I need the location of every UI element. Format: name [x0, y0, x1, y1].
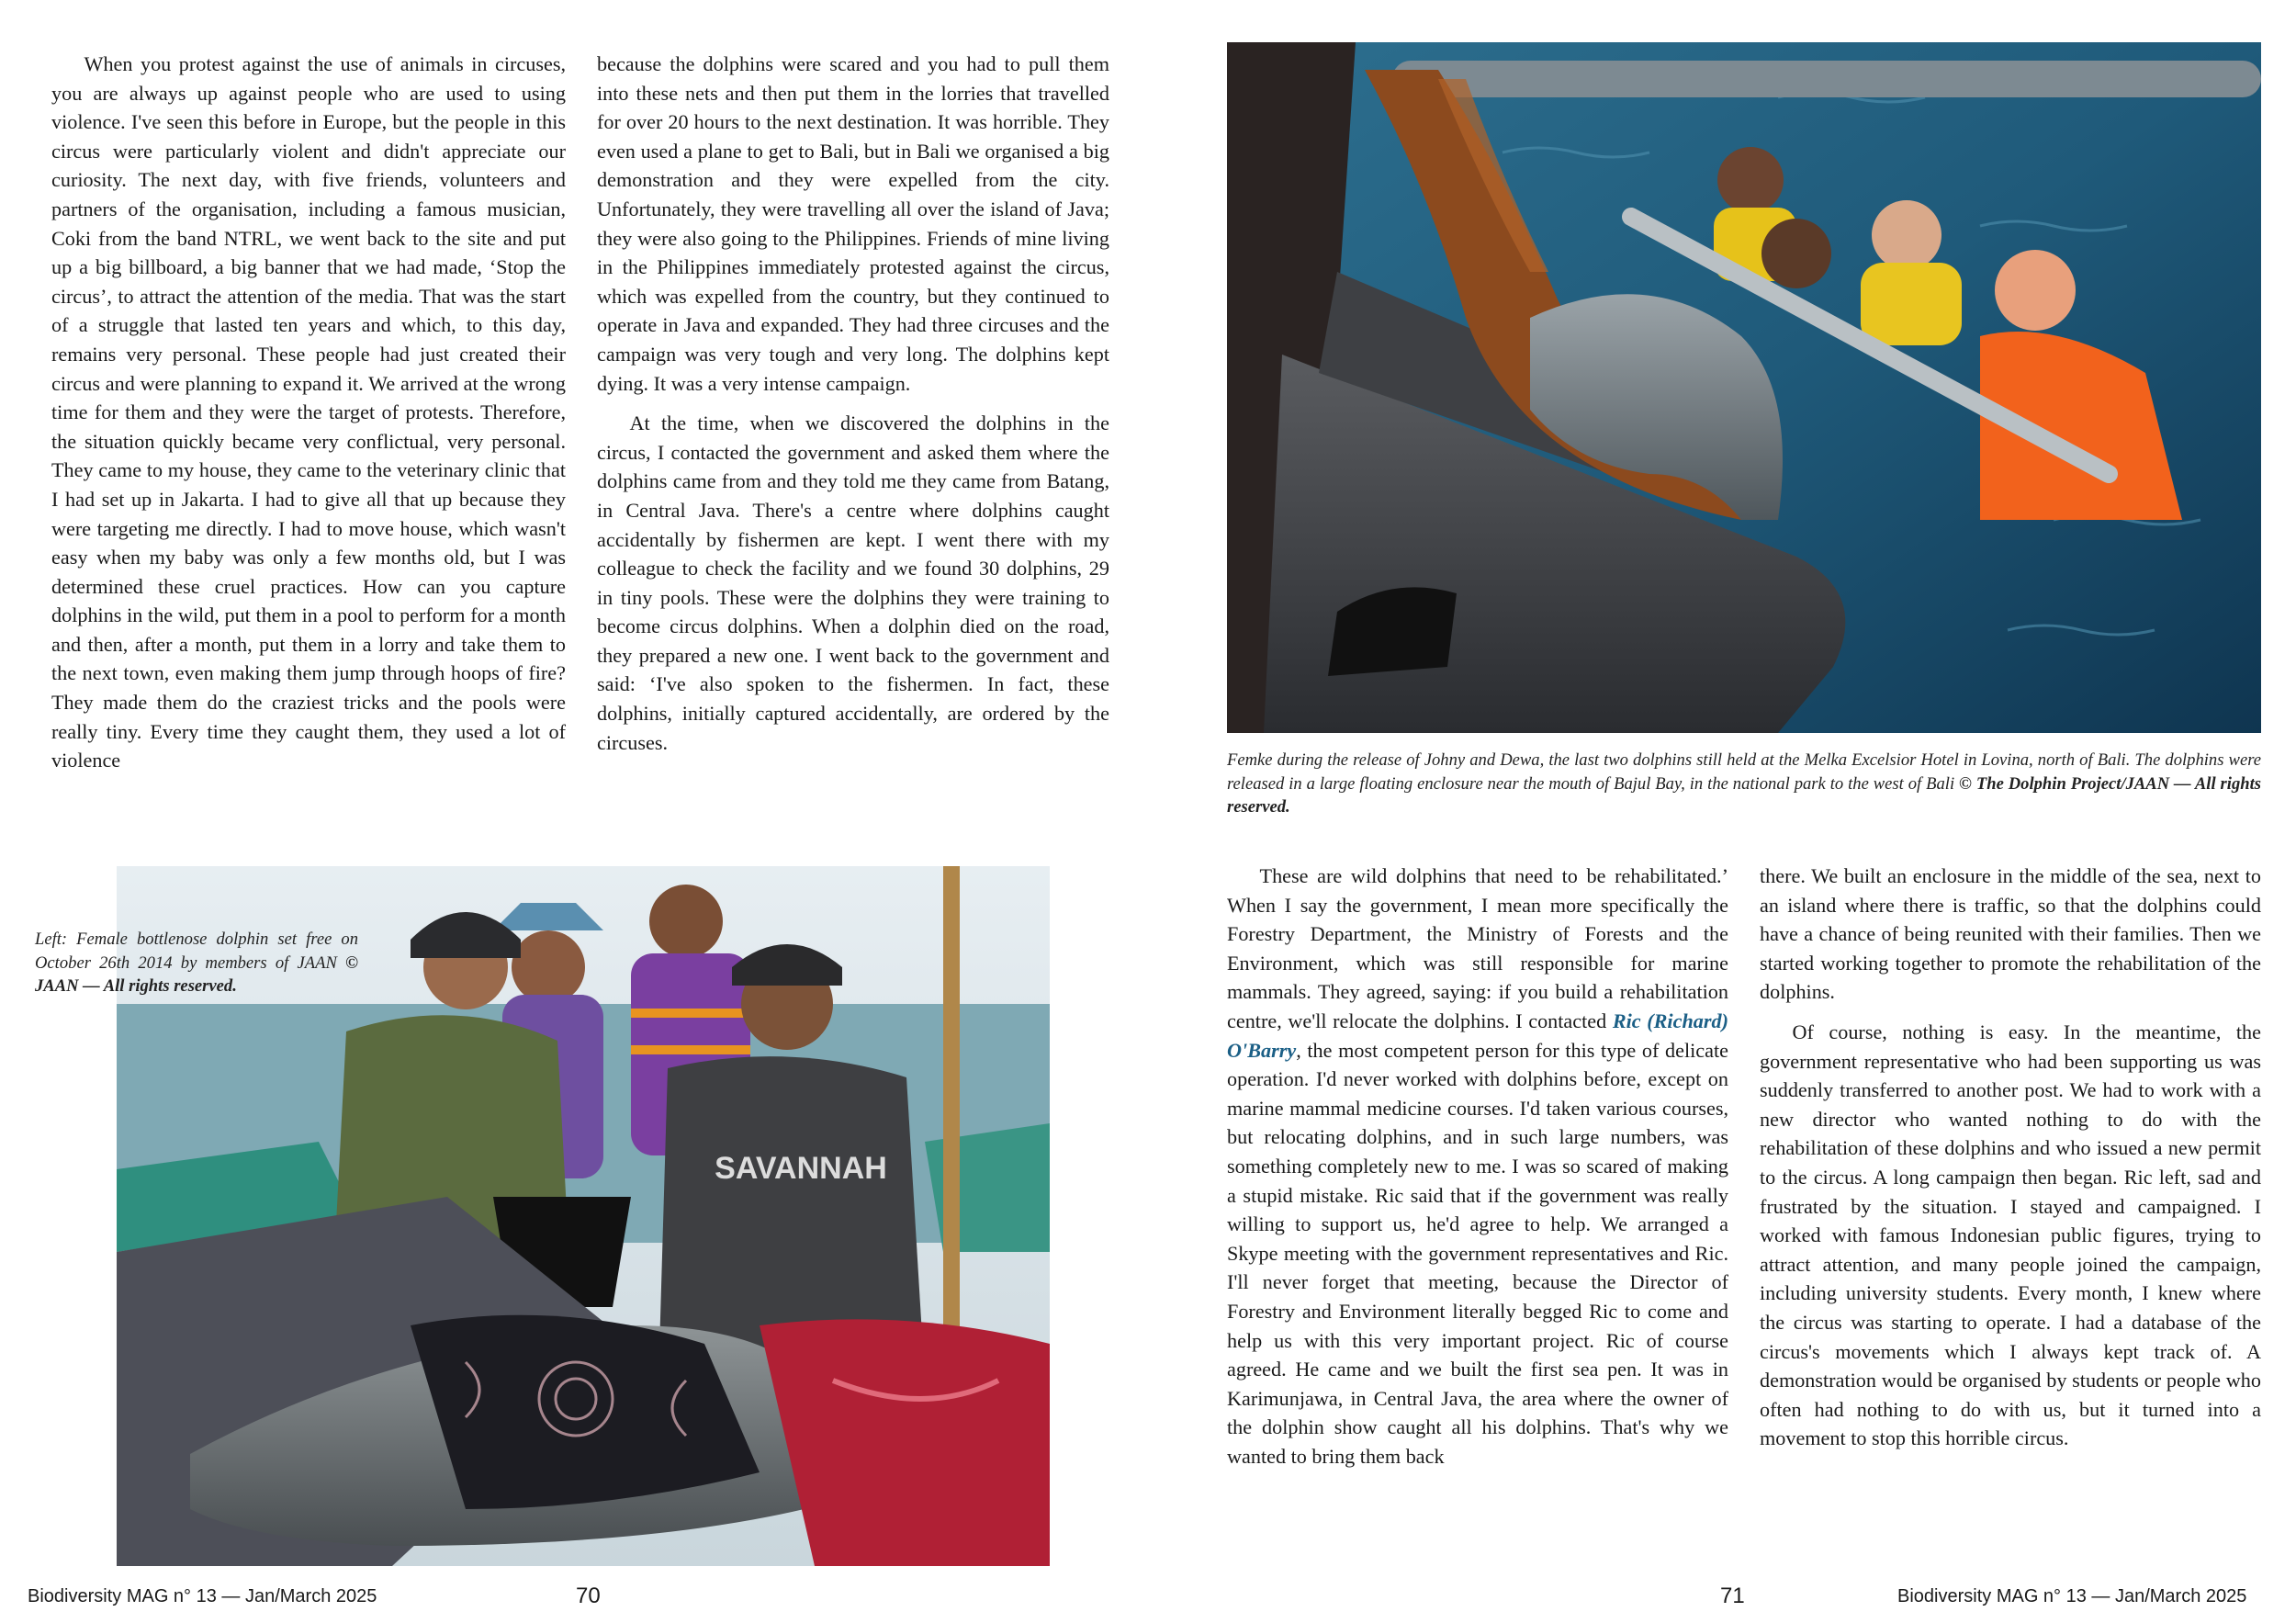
article-column-1 — [51, 50, 566, 775]
caption-credit: © JAAN — All rights reserved. — [35, 952, 358, 997]
article-column-4 — [1760, 862, 2261, 1453]
paragraph — [1227, 862, 1728, 1471]
paragraph: there. We built an enclosure in the middle of the sea, next to an island where there is traffic, so that the dolphins could have a chance of being reunited with their families. Then we started working together to promote the rehabilitation of the dolphins. — [1760, 864, 2261, 1004]
paragraph: When you protest against the use of animals in circuses, you are always up against people who are used to using violence. I've seen this before in Europe, but the people in this circus were particularly violent and didn't appreciate our curiosity. The next day, with five friends, volunteers and partners of the organisation, including a famous musician, Coki from the band NTRL, we went back to the site and put up a big billboard, a big banner that we had made, ‘Stop the circus’, to attract the attention of the media. That was the start of a struggle that lasted ten years and which, to this day, remains very personal. These people had just created their circus and were planning to expand it. We arrived at the wrong time for them and they were the target of protests. Therefore, the situation quickly became very conflictual, very personal. They came to my house, they came to the veterinary clinic that I had set up in Jakarta. I had to give all that up because they were targeting me directly. I had to move house, which wasn't easy when my baby was only a few months old, but I was determined these cruel practices. How can you capture dolphins in the wild, put them in a pool to perform for a month and then, after a month, put them in a lorry and take them to the next town, even making them jump through hoops of fire? They made them do the craziest tricks and the pools were really tiny. Every time they caught them, they used a lot of violence — [51, 52, 566, 772]
caption-text: Left: Female bottlenose dolphin set free on October 26th 2014 by members of JAAN — [35, 930, 358, 973]
caption-credit: © The Dolphin Project/JAAN — All rights reserved. — [1227, 773, 2261, 817]
article-column-3 — [1227, 862, 1728, 1471]
paragraph-text: , the most competent person for this type of delicate operation. I'd never worked with dolphins before, except on marine mammal medicine courses. I'd taken various courses, but relocating dolphins, and in such large numbers, was something completely new to me. I was so scared of making a stupid mistake. Ric said that if the government was really willing to support us, he'd agree to help. We arranged a Skype meeting with the government representatives and Ric. I'll never forget that meeting, because the Director of Forestry and Environment literally begged Ric to come and help us with this very important project. Ric of course agreed. He came and we built the first sea pen. It was in Karimunjawa, in Central Java, the area where the owner of the dolphin show caught all his dolphins. That's why we wanted to bring them back — [1227, 1038, 1728, 1468]
photo-dolphin-release — [1227, 42, 2261, 733]
shirt-text: SAVANNAH — [715, 1151, 887, 1186]
article-column-2 — [597, 50, 1109, 757]
photo-caption-left — [35, 928, 358, 998]
page-number-right: 71 — [1720, 1584, 1745, 1608]
footer-magazine-right: Biodiversity MAG n° 13 — Jan/March 2025 — [1897, 1586, 2247, 1606]
caption-text: Femke during the release of Johny and Dewa, the last two dolphins still held at the Melka Excelsior Hotel in Lovina, north of Bali. The dolphins were released in a large floating enclosure near the mouth of Bajul Bay, in the national park to the west of Bali — [1227, 750, 2261, 794]
photo-caption-top — [1227, 749, 2261, 819]
paragraph-text: These are wild dolphins that need to be rehabilitated.’ When I say the government, I mean more specifically the Forestry Department, the Ministry of Forests and the Environment, which was still responsible for marine mammals. They agreed, saying: if you build a rehabilitation centre, we'll relocate the dolphins. I contacted — [1227, 864, 1728, 1032]
page-number-left: 70 — [576, 1584, 601, 1608]
paragraph: because the dolphins were scared and you had to pull them into these nets and then put them in the lorries that travelled for over 20 hours to the next destination. It was horrible. They even used a plane to get to Bali, but in Bali we organised a big demonstration and they were expelled from the city. Unfortunately, they were travelling all over the island of Java; they were also going to the Philippines. Friends of mine living in the Philippines immediately protested against the circus, which was expelled from the country, but they continued to operate in Java and expanded. They had three circuses and the campaign was very tough and very long. The dolphins kept dying. It was a very intense campaign. — [597, 52, 1109, 395]
paragraph: At the time, when we discovered the dolphins in the circus, I contacted the government and asked them where the dolphins came from and they told me they came from Batang, in Central Java. There's a centre where dolphins caught accidentally by fishermen are kept. I went there with my colleague to check the facility and we found 30 dolphins, 29 in tiny pools. These were the dolphins they were training to become circus dolphins. When a dolphin died on the road, they prepared a new one. I went back to the government and said: ‘I've also spoken to the fishermen. In fact, these dolphins, initially captured accidentally, are ordered by the circuses. — [597, 411, 1109, 754]
ric-obarry-link[interactable]: Ric (Richard) O'Barry — [1227, 1009, 1728, 1062]
footer-magazine-left: Biodiversity MAG n° 13 — Jan/March 2025 — [28, 1586, 377, 1606]
paragraph: Of course, nothing is easy. In the meantime, the government representative who had been supporting us was suddenly transferred to another post. We had to work with a new director who wanted nothing to do with the rehabilitation of these dolphins and who issued a new permit to the circus. A long campaign then began. Ric left, sad and frustrated by the situation. I stayed and campaigned. I worked with famous Indonesian public figures, trying to attract attention, and many people joined the campaign, including university students. Every month, I knew where the circus was starting to operate. I had a database of the circus's movements which I always kept track of. A demonstration would be organised by students or people who often had nothing to do with us, but it turned into a movement to stop this horrible circus. — [1760, 1020, 2261, 1450]
